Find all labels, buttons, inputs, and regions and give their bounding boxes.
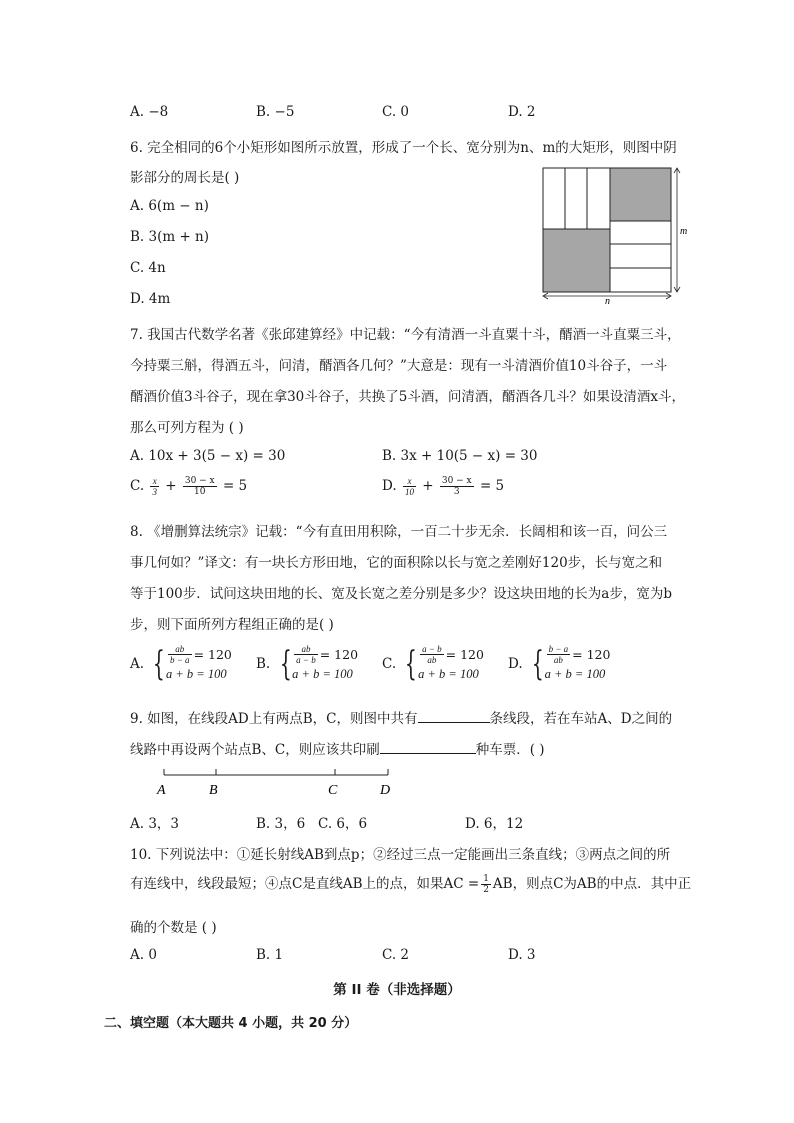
q10-option-c: C. 2 <box>382 947 410 963</box>
q10-option-b: B. 1 <box>256 947 284 963</box>
shaded-rect-bottom-left <box>543 229 610 292</box>
q6-stem-line2: 影部分的周长是( ) <box>130 170 240 186</box>
q7-option-d: D. $\frac{x}{10}$ + $\frac{30 - x}{3}$ = 5 <box>382 476 505 497</box>
m-label: m <box>680 226 688 237</box>
q5-option-c: C. 0 <box>382 104 410 120</box>
q7-option-a: A. 10x + 3(5 − x) = 30 <box>130 448 286 464</box>
q8-stem-line4: 步，则下面所列方程组正确的是( ) <box>130 617 334 633</box>
q9-segment-figure <box>150 764 400 800</box>
q8-stem-line1: 8. 《增删算法统宗》记载：“今有直田用积除，一百二十步无余．长阔相和该一百，问公三 <box>130 524 668 540</box>
q9-stem-line1: 9. 如图，在线段AD上有两点B，C，则图中共有 条线段，若在车站A、D之间的 <box>130 711 673 727</box>
q5-option-a: A. −8 <box>130 104 169 120</box>
q9-option-a: A. 3，3 <box>130 816 180 832</box>
q7-stem-line1: 7. 我国古代数学名著《张邱建算经》中记载：“今有清酒一斗直粟十斗，醑酒一斗直粟三斗， <box>130 327 681 343</box>
q8-stem-line3: 等于100步．试问这块田地的长、宽及长宽之差分别是多少？设这块田地的长为a步，宽为b <box>130 586 672 602</box>
q6-option-d: D. 4m <box>130 291 171 307</box>
q10-option-a: A. 0 <box>130 947 157 963</box>
q9-stem-line2: 线路中再设两个站点B、C，则应该共印刷 种车票．( ) <box>130 742 545 758</box>
q8-stem-line2: 事几何如？”译文：有一块长方形田地，它的面积除以长与宽之差刚好120步，长与宽之和 <box>130 555 663 571</box>
shaded-rect-top-right <box>610 168 671 221</box>
point-d-label: D <box>380 783 391 798</box>
q9-option-b: B. 3，6 <box>256 816 306 832</box>
q5-option-b: B. −5 <box>256 104 295 120</box>
section-two-heading: 二、填空题（本大题共 4 小题，共 20 分） <box>104 1016 358 1031</box>
q7-stem-line3: 醑酒价值3斗谷子，现在拿30斗谷子，共换了5斗酒，问清酒，醑酒各几斗？如果设清酒x斗， <box>130 389 685 405</box>
q8-option-a: A. { $\frac{ab}{b - a}$ = 120 a + b = 100 <box>130 644 232 684</box>
q6-option-c: C. 4n <box>130 260 166 276</box>
q7-option-c: C. $\frac{x}{3}$ + $\frac{30 - x}{10}$ = 5 <box>130 476 248 497</box>
q9-option-c: C. 6，6 <box>318 816 368 832</box>
q8-option-d: D. { $\frac{b - a}{ab}$ = 120 a + b = 100 <box>508 644 611 684</box>
point-c-label: C <box>328 783 338 798</box>
q8-option-c: C. { $\frac{a - b}{ab}$ = 120 a + b = 100 <box>382 644 484 684</box>
q10-stem-line3: 确的个数是 ( ) <box>130 920 217 936</box>
q7-stem-line4: 那么可列方程为 ( ) <box>130 420 244 436</box>
q9-blank-1[interactable] <box>418 710 490 723</box>
q6-rectangle-figure <box>535 163 695 305</box>
n-label: n <box>605 296 610 305</box>
q7-option-b: B. 3x + 10(5 − x) = 30 <box>382 448 538 464</box>
point-b-label: B <box>209 783 218 798</box>
q5-option-d: D. 2 <box>508 104 536 120</box>
q10-stem-line1: 10. 下列说法中：①延长射线AB到点p；②经过三点一定能画出三条直线；③两点之间的所 <box>130 847 671 863</box>
point-a-label: A <box>157 783 166 798</box>
q6-stem-line1: 6. 完全相同的6个小矩形如图所示放置，形成了一个长、宽分别为n、m的大矩形，则图中阴 <box>130 140 677 156</box>
q9-option-d: D. 6，12 <box>465 816 524 832</box>
q6-option-b: B. 3(m + n) <box>130 229 210 245</box>
part-two-title: 第 II 卷（非选择题） <box>333 982 461 998</box>
q9-blank-2[interactable] <box>380 741 476 754</box>
q8-option-b: B. { $\frac{ab}{a - b}$ = 120 a + b = 100 <box>256 644 359 684</box>
q10-stem-line2: 有连线中，线段最短；④点C是直线AB上的点，如果AC = $\frac{1}{2}$ AB，则点C为AB的中点．其中正 <box>130 874 692 895</box>
q6-option-a: A. 6(m − n) <box>130 198 209 214</box>
q7-stem-line2: 今持粟三斛，得酒五斗，问清，醑酒各几何？”大意是：现有一斗清酒价值10斗谷子，一斗 <box>130 358 668 374</box>
q10-option-d: D. 3 <box>508 947 536 963</box>
